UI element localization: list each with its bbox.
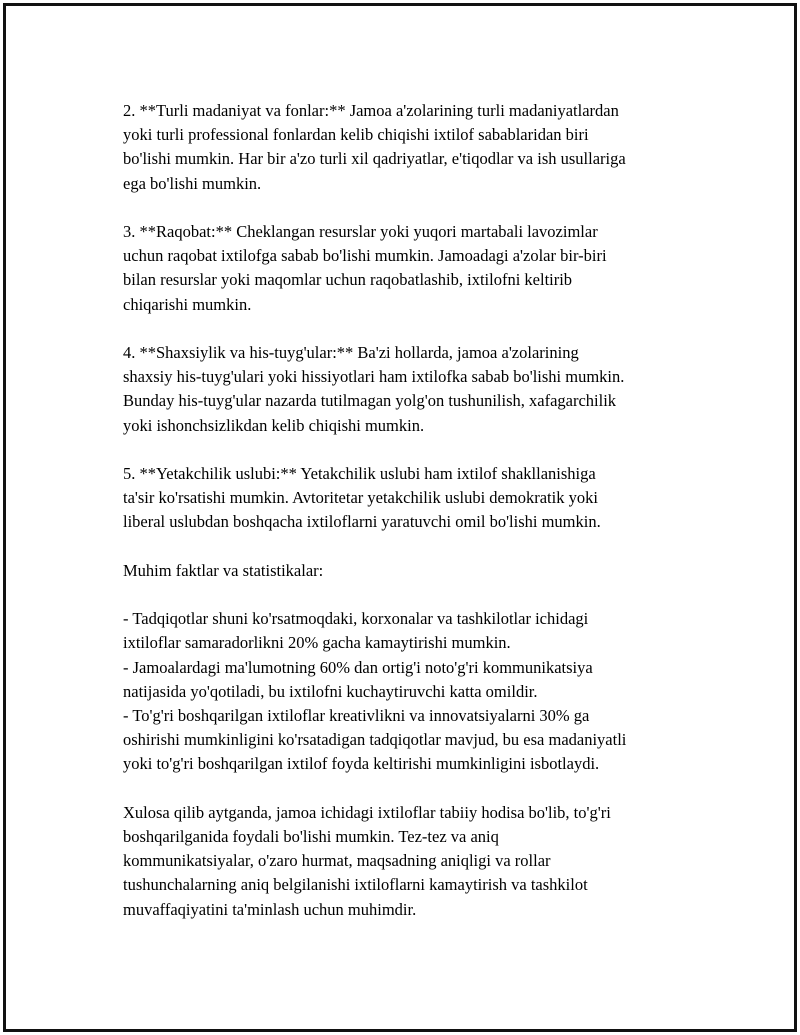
text-line: ixtiloflar samaradorlikni 20% gacha kamaytirishi mumkin. [123, 633, 511, 653]
text-line: muvaffaqiyatini ta'minlash uchun muhimdir. [123, 899, 417, 919]
text-line: oshirishi mumkinligini ko'rsatadigan tadqiqotlar mavjud, bu esa madaniyatli [123, 730, 627, 750]
text-line: 2. **Turli madaniyat va fonlar:** Jamoa a'zolarining turli madaniyatlardan [123, 101, 619, 120]
text-line: ega bo'lishi mumkin. [123, 173, 262, 193]
text-line: yoki to'g'ri boshqarilgan ixtilof foyda keltirishi mumkinligini isbotlaydi. [123, 754, 600, 774]
text-line: boshqarilganida foydali bo'lishi mumkin. Tez-tez va aniq [123, 827, 499, 846]
text-line: bilan resurslar yoki maqomlar uchun raqobatlashib, ixtilofni keltirib [123, 270, 573, 290]
text-line: kommunikatsiyalar, o'zaro hurmat, maqsadning aniqligi va rollar [123, 851, 551, 871]
paragraph-competition [123, 220, 698, 317]
paragraph-conclusion [123, 801, 698, 922]
paragraph-cultural-backgrounds [123, 99, 698, 196]
text-line: tushunchalarning aniq belgilanishi ixtiloflarni kamaytirish va tashkilot [123, 875, 588, 895]
text-line: natijasida yo'qotiladi, bu ixtilofni kuchaytiruvchi katta omildir. [123, 681, 538, 701]
section-heading-facts [123, 559, 698, 583]
text-line: - Tadqiqotlar shuni ko'rsatmoqdaki, korxonalar va tashkilotlar ichidagi [123, 609, 589, 629]
text-line: Xulosa qilib aytganda, jamoa ichidagi ixtiloflar tabiiy hodisa bo'lib, to'g'ri [123, 802, 611, 822]
paragraph-leadership-style [123, 462, 698, 535]
text-line: liberal uslubdan boshqacha ixtiloflarni yaratuvchi omil bo'lishi mumkin. [123, 512, 601, 532]
text-line: shaxsiy his-tuyg'ulari yoki hissiyotlari ham ixtilofka sabab bo'lishi mumkin. [123, 367, 625, 387]
text-line: uchun raqobat ixtilofga sabab bo'lishi mumkin. Jamoadagi a'zolar bir-biri [123, 246, 607, 266]
text-line: bo'lishi mumkin. Har bir a'zo turli xil qadriyatlar, e'tiqodlar va ish usullariga [123, 149, 626, 169]
text-line: ta'sir ko'rsatishi mumkin. Avtoritetar yetakchilik uslubi demokratik yoki [123, 488, 598, 508]
text-line: - To'g'ri boshqarilgan ixtiloflar kreativlikni va innovatsiyalarni 30% ga [123, 706, 590, 725]
paragraph-facts-list [123, 607, 698, 776]
text-line: - Jamoalardagi ma'lumotning 60% dan ortig'i noto'g'ri kommunikatsiya [123, 657, 593, 677]
page-frame [3, 3, 797, 1032]
text-line: Bunday his-tuyg'ular nazarda tutilmagan yolg'on tushunilish, xafagarchilik [123, 391, 617, 411]
paragraph-personal-emotions [123, 341, 698, 438]
text-line: Muhim faktlar va statistikalar: [123, 560, 324, 580]
text-line: 3. **Raqobat:** Cheklangan resurslar yoki yuqori martabali lavozimlar [123, 222, 598, 241]
text-line: 5. **Yetakchilik uslubi:** Yetakchilik uslubi ham ixtilof shakllanishiga [123, 464, 596, 483]
text-line: yoki turli professional fonlardan kelib chiqishi ixtilof sabablaridan biri [123, 125, 589, 145]
document-body [123, 99, 698, 946]
text-line: yoki ishonchsizlikdan kelib chiqishi mumkin. [123, 415, 425, 435]
text-line: chiqarishi mumkin. [123, 294, 252, 314]
text-line: 4. **Shaxsiylik va his-tuyg'ular:** Ba'zi hollarda, jamoa a'zolarining [123, 343, 579, 362]
